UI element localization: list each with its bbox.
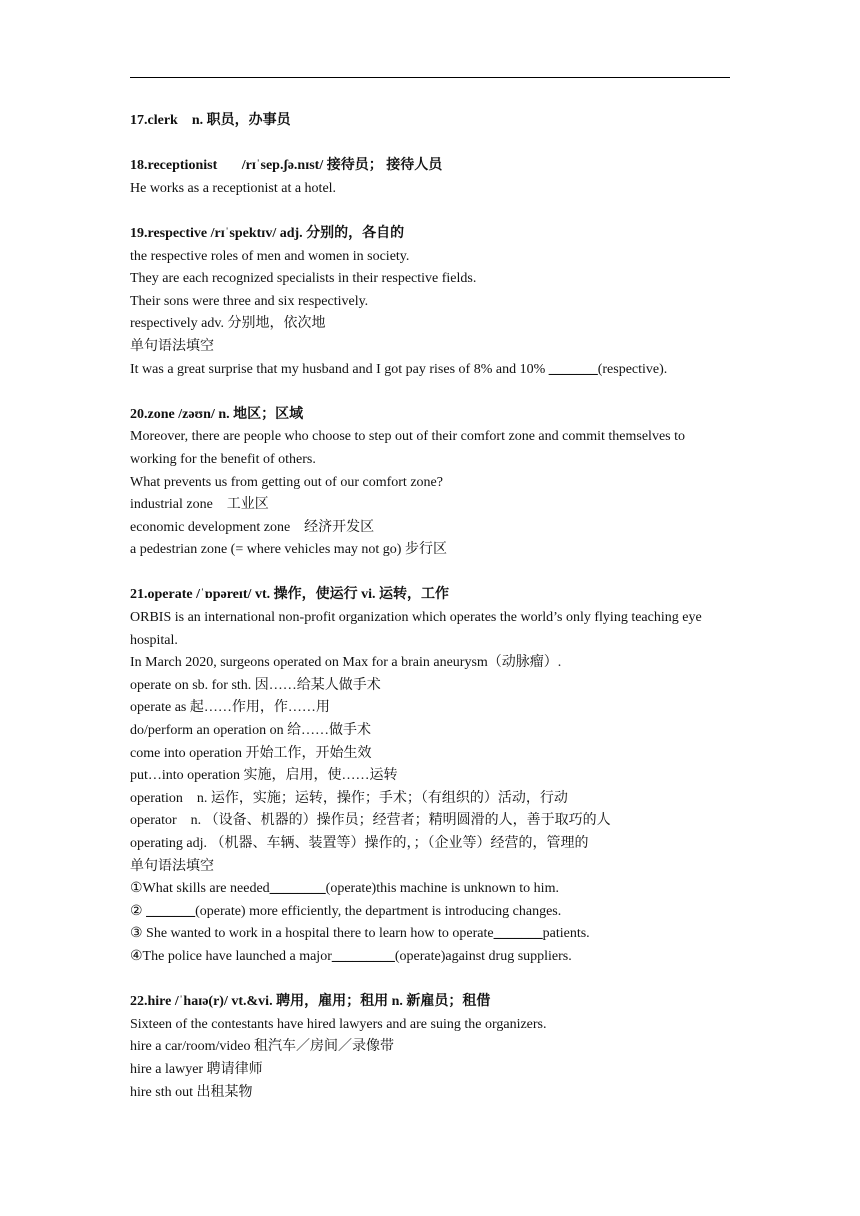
entry-heading: 19.respective /rɪˈspektɪv/ adj. 分别的，各自的: [130, 225, 405, 241]
entry-heading: 21.operate /ˈɒpəreɪt/ vt. 操作，使运行 vi. 运转，工作: [130, 587, 449, 603]
entry-line: hire a lawyer 聘请律师: [130, 1061, 263, 1077]
exercise-line: [130, 923, 734, 946]
entry-line: economic development zone 经济开发区: [130, 519, 375, 535]
entry-line: 单句语法填空: [130, 338, 214, 354]
entry-line: operate as 起……作用，作……用: [130, 700, 330, 716]
exercise-line: [130, 946, 734, 969]
fill-in-blank: _______: [146, 903, 196, 919]
entry-gap: [130, 969, 734, 992]
exercise-text-after: (operate)this machine is unknown to him.: [325, 881, 559, 897]
entry-gap: [130, 381, 734, 404]
entry-line: In March 2020, surgeons operated on Max for a brain aneurysm（动脉瘤）.: [130, 655, 562, 671]
exercise-text-after: (respective).: [597, 361, 668, 377]
entry-heading: 22.hire /ˈhaɪə(r)/ vt.&vi. 聘用，雇用；租用 n. 新雇员；租借: [130, 994, 491, 1010]
entry-line: industrial zone 工业区: [130, 497, 269, 513]
entry-line: come into operation 开始工作，开始生效: [130, 745, 372, 761]
exercise-text-before: ③ She wanted to work in a hospital there to learn how to operate: [130, 926, 494, 942]
entry-gap: [130, 562, 734, 585]
exercise-text-after: (operate)against drug suppliers.: [394, 948, 572, 964]
header-rule: [130, 77, 730, 78]
entry-gap: [130, 200, 734, 223]
entry-heading: 20.zone /zəʊn/ n. 地区；区域: [130, 406, 304, 422]
entry-heading: 17.clerk n. 职员，办事员: [130, 113, 291, 128]
entry-line: Moreover, there are people who choose to step out of their comfort zone and commit themselves to working for the benefit of others.: [130, 429, 685, 467]
entry-line: a pedestrian zone (= where vehicles may not go) 步行区: [130, 542, 447, 558]
fill-in-blank: _________: [331, 948, 395, 964]
entry-heading: 18.receptionist /rɪˈsep.ʃə.nɪst/ 接待员； 接待人员: [130, 158, 443, 174]
exercise-text-after: patients.: [542, 926, 590, 942]
fill-in-blank: _______: [548, 361, 598, 377]
entry-line: He works as a receptionist at a hotel.: [130, 180, 337, 196]
entry-gap: [130, 133, 734, 156]
entry-line: hire sth out 出租某物: [130, 1084, 253, 1100]
exercise-text-before: ②: [130, 903, 147, 919]
exercise-text-before: It was a great surprise that my husband and I got pay rises of 8% and 10%: [130, 361, 549, 377]
entry-line: operator n. （设备、机器的）操作员；经营者；精明圆滑的人，善于取巧的人: [130, 813, 611, 829]
exercise-line: [130, 359, 734, 382]
entry-line: do/perform an operation on 给……做手术: [130, 723, 372, 739]
entry-line: Their sons were three and six respectively.: [130, 293, 369, 309]
entry-line: They are each recognized specialists in their respective fields.: [130, 271, 477, 287]
exercise-text-after: (operate) more efficiently, the department is introducing changes.: [195, 903, 562, 919]
entry-line: put…into operation 实施，启用，使……运转: [130, 768, 398, 784]
exercise-line: [130, 901, 734, 924]
entry-line: the respective roles of men and women in society.: [130, 248, 410, 264]
fill-in-blank: _______: [493, 926, 543, 942]
entry-line: respectively adv. 分别地，依次地: [130, 316, 326, 332]
entry-line: What prevents us from getting out of our comfort zone?: [130, 474, 443, 490]
fill-in-blank: ________: [269, 881, 326, 897]
entry-line: 单句语法填空: [130, 858, 214, 874]
exercise-line: [130, 878, 734, 901]
exercise-text-before: ④The police have launched a major: [130, 948, 332, 964]
entry-line: ORBIS is an international non-profit organization which operates the world’s only flying teaching eye hospital.: [130, 610, 702, 648]
entry-line: operation n. 运作，实施；运转，操作；手术；（有组织的）活动，行动: [130, 790, 568, 806]
exercise-text-before: ①What skills are needed: [130, 881, 270, 897]
entry-line: Sixteen of the contestants have hired lawyers and are suing the organizers.: [130, 1016, 547, 1032]
vocabulary-list: [130, 110, 734, 1104]
entry-line: operate on sb. for sth. 因……给某人做手术: [130, 677, 381, 693]
entry-line: operating adj. （机器、车辆、装置等）操作的，；（企业等）经营的，管理的: [130, 836, 589, 851]
entry-line: hire a car/room/video 租汽车／房间／录像带: [130, 1039, 395, 1055]
